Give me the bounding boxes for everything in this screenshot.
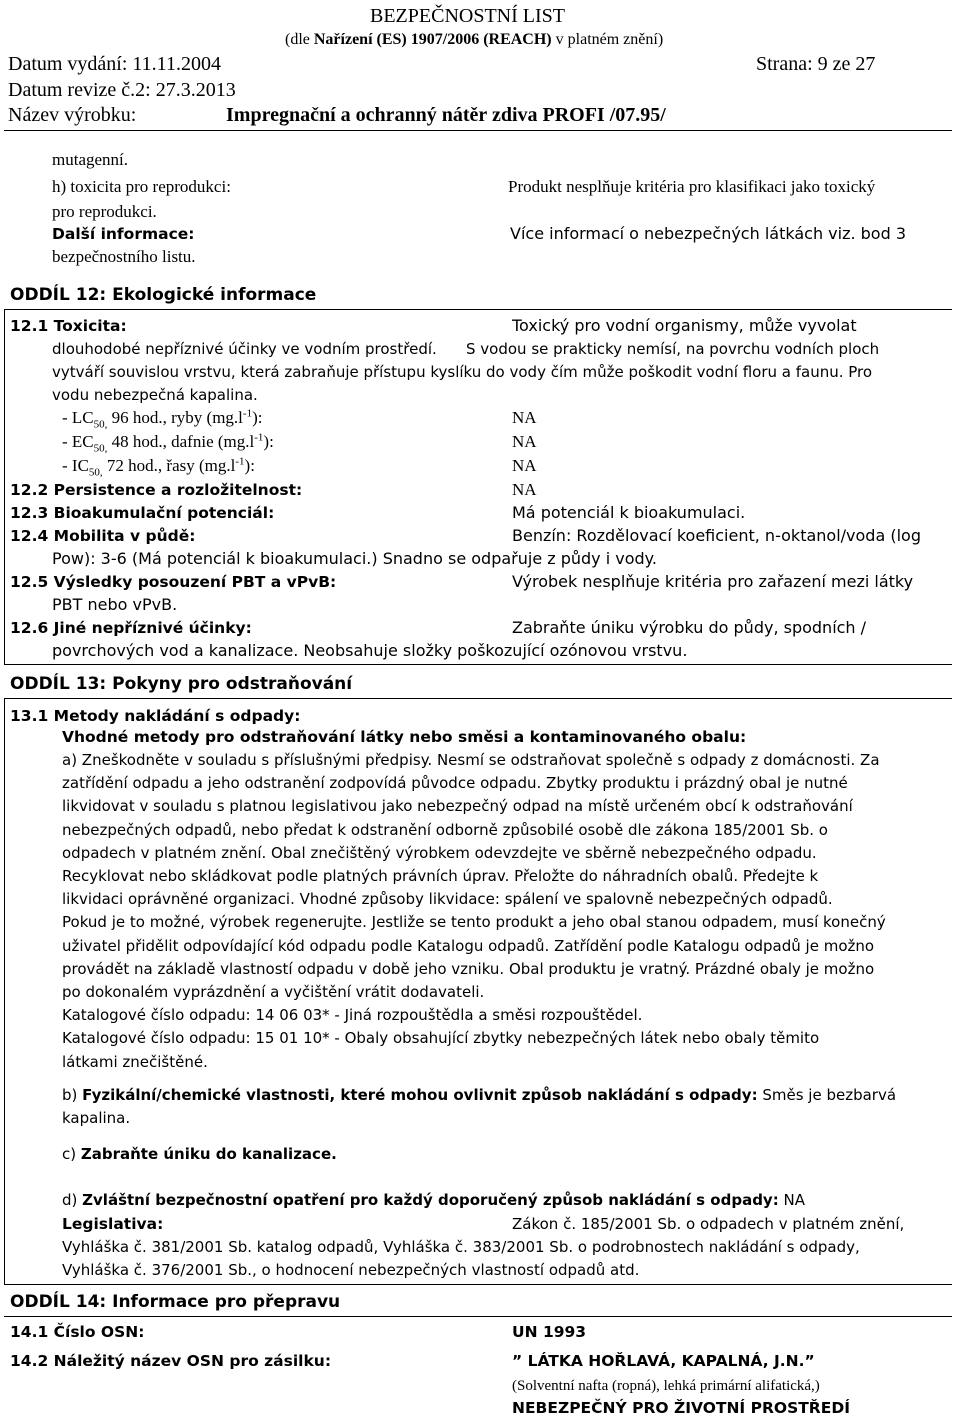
- subheading: Vhodné metody pro odstraňování látky nebo směsi a kontaminovaného obalu:: [62, 728, 747, 746]
- ec50-value: NA: [512, 432, 537, 451]
- text-line: mutagenní.: [52, 150, 129, 169]
- field-value: UN 1993: [512, 1323, 587, 1341]
- text-line: likvidaci oprávněné organizaci. Vhodné způsoby likvidace: spálení ve spalovně nebezpečných odpadů.: [62, 890, 833, 909]
- field-label: Legislativa:: [62, 1215, 164, 1233]
- field-label: 12.2 Persistence a rozložitelnost:: [10, 481, 303, 499]
- text-line: S vodou se prakticky nemísí, na povrchu vodních ploch: [466, 340, 880, 358]
- section-rule: [4, 1284, 952, 1285]
- section-rule: [4, 664, 952, 665]
- text-line: Pokud je to možné, výrobek regenerujte. Jestliže se tento produkt a jeho obal stanou odpadem, musí konečný: [62, 913, 886, 932]
- ic50-value: NA: [512, 456, 537, 475]
- field-label: 12.1 Toxicita:: [10, 317, 127, 335]
- section-rule: [4, 309, 952, 310]
- text-line: likvidovat v souladu s platnou legislativou jako nebezpečný odpad na místě určeném obcí k odstraňování: [62, 797, 853, 816]
- field-value: Má potenciál k bioakumulaci.: [512, 503, 746, 522]
- field-value: Zabraňte úniku výrobku do půdy, spodních /: [512, 618, 867, 637]
- header-rule: [4, 130, 952, 131]
- section-left-border: [4, 309, 5, 665]
- field-value: Výrobek nesplňuje kritéria pro zařazení mezi látky: [512, 572, 914, 591]
- field-value: NA: [512, 480, 537, 499]
- lc50-value: NA: [512, 408, 537, 427]
- field-label: 14.2 Náležitý název OSN pro zásilku:: [10, 1352, 332, 1370]
- text-line: Vyhláška č. 376/2001 Sb., o hodnocení nebezpečných vlastností odpadů atd.: [62, 1261, 640, 1279]
- section-rule: [4, 698, 952, 699]
- text-line: c) Zabraňte úniku do kanalizace.: [62, 1145, 337, 1163]
- field-label: 12.6 Jiné nepříznivé účinky:: [10, 619, 252, 637]
- text-line: vytváří souvislou vrstvu, která zabraňuje přístupu kyslíku do vody čím může poškodit vodní floru a faunu. Pro: [52, 363, 873, 381]
- page-number: Strana: 9 ze 27: [756, 53, 876, 75]
- text-line: d) Zvláštní bezpečnostní opatření pro každý doporučený způsob nakládání s odpady: NA: [62, 1191, 805, 1209]
- field-value: Více informací o nebezpečných látkách viz. bod 3: [510, 224, 907, 243]
- section-rule: [4, 1316, 952, 1317]
- issue-date: Datum vydání: 11.11.2004: [8, 53, 221, 75]
- text-line: po dokonalém vyprázdnění a vyčištění vrátit dodavateli.: [62, 983, 485, 1001]
- text-line: Katalogové číslo odpadu: 15 01 10* - Obaly obsahující zbytky nebezpečných látek nebo obaly těmito: [62, 1029, 820, 1048]
- field-label: 14.1 Číslo OSN:: [10, 1323, 145, 1341]
- field-value: Produkt nesplňuje kritéria pro klasifikaci jako toxický: [508, 177, 876, 196]
- field-value: ” LÁTKA HOŘLAVÁ, KAPALNÁ, J.N.”: [512, 1352, 815, 1370]
- text-line: Katalogové číslo odpadu: 14 06 03* - Jiná rozpouštědla a směsi rozpouštědel.: [62, 1006, 643, 1025]
- text-line: Vyhláška č. 381/2001 Sb. katalog odpadů, Vyhláška č. 383/2001 Sb. o podrobnostech nakládání s odpady,: [62, 1238, 860, 1256]
- text-line: PBT nebo vPvB.: [52, 595, 178, 614]
- section-left-border: [4, 698, 5, 1284]
- field-value-detail: (Solventní nafta (ropná), lehká primární alifatická,): [512, 1378, 820, 1394]
- text-line: nebezpečných odpadů, nebo předat k odstranění odborně způsobilé osobě dle zákona 185/2001 Sb. o: [62, 820, 828, 839]
- text-line: b) Fyzikální/chemické vlastnosti, které mohou ovlivnit způsob nakládání s odpady: Směs je bezbarvá: [62, 1086, 897, 1104]
- document-subtitle: (dle Nařízení (ES) 1907/2006 (REACH) v platném znění): [285, 31, 664, 48]
- ic50-label: - $IC_{50,}$ 72 hod., řasy $(mg.l^{-1})$:: [62, 455, 255, 479]
- text-line: pro reprodukci.: [52, 202, 157, 221]
- text-line: kapalina.: [62, 1109, 131, 1127]
- lc50-label: - $LC_{50,}$ 96 hod., ryby $(mg.l^{-1})$:: [62, 407, 263, 431]
- ec50-label: - $EC_{50,}$ 48 hod., dafnie $(mg.l^{-1})$:: [62, 431, 274, 455]
- field-value: Benzín: Rozdělovací koeficient, n-oktanol/voda (log: [512, 526, 921, 545]
- text-line: odpadech v platném znění. Obal znečištěný výrobkem odevzdejte ve sběrně nebezpečného odpadu.: [62, 843, 817, 862]
- section-heading-14: ODDÍL 14: Informace pro přepravu: [10, 1292, 341, 1312]
- field-label: 13.1 Metody nakládání s odpady:: [10, 707, 301, 725]
- field-label: 12.3 Bioakumulační potenciál:: [10, 504, 275, 522]
- field-value: Toxický pro vodní organismy, může vyvolat: [512, 316, 857, 335]
- field-value: Zákon č. 185/2001 Sb. o odpadech v platném znění,: [512, 1215, 905, 1233]
- section-heading-12: ODDÍL 12: Ekologické informace: [10, 285, 317, 305]
- text-line: povrchových vod a kanalizace. Neobsahuje složky poškozující ozónovou vrstvu.: [52, 641, 688, 660]
- field-label: 12.4 Mobilita v půdě:: [10, 527, 196, 545]
- field-label: h) toxicita pro reprodukci:: [52, 177, 231, 196]
- field-label: Další informace:: [52, 225, 195, 243]
- field-value-env: NEBEZPEČNÝ PRO ŽIVOTNÍ PROSTŘEDÍ: [512, 1399, 850, 1417]
- text-line: a) Zneškodněte v souladu s příslušnými předpisy. Nesmí se odstraňovat společně s odpady z domácnosti. Za: [62, 751, 880, 769]
- text-line: Recyklovat nebo skládkovat podle platných právních úprav. Přeložte do náhradních obalů. Předejte k: [62, 867, 819, 885]
- product-label: Název výrobku:: [8, 104, 137, 126]
- text-line: bezpečnostního listu.: [52, 247, 196, 266]
- text-line: zatřídění odpadu a jeho odstranění zodpovídá původce odpadu. Zbytky produktu i prázdný obal je nutné: [62, 774, 848, 793]
- text-line: Pow): 3-6 (Má potenciál k bioakumulaci.) Snadno se odpařuje z půdy i vody.: [52, 549, 657, 568]
- revision-date: Datum revize č.2: 27.3.2013: [8, 79, 236, 101]
- field-label: 12.5 Výsledky posouzení PBT a vPvB:: [10, 573, 337, 591]
- text-line: provádět na základě vlastností odpadu v době jeho vzniku. Obal produktu je vratný. Prázdné obaly je možno: [62, 959, 875, 978]
- text-line: dlouhodobé nepříznivé účinky ve vodním prostředí.: [52, 340, 437, 358]
- text-line: vodu nebezpečná kapalina.: [52, 386, 258, 404]
- section-heading-13: ODDÍL 13: Pokyny pro odstraňování: [10, 674, 353, 694]
- product-name: Impregnační a ochranný nátěr zdiva PROFI /07.95/: [226, 104, 666, 126]
- document-title: BEZPEČNOSTNÍ LIST: [370, 5, 565, 27]
- text-line: uživatel přidělit odpovídající kód odpadu podle Katalogu odpadů. Zatřídění podle Katalogu odpadů je možno: [62, 936, 875, 955]
- text-line: látkami znečištěné.: [62, 1052, 208, 1071]
